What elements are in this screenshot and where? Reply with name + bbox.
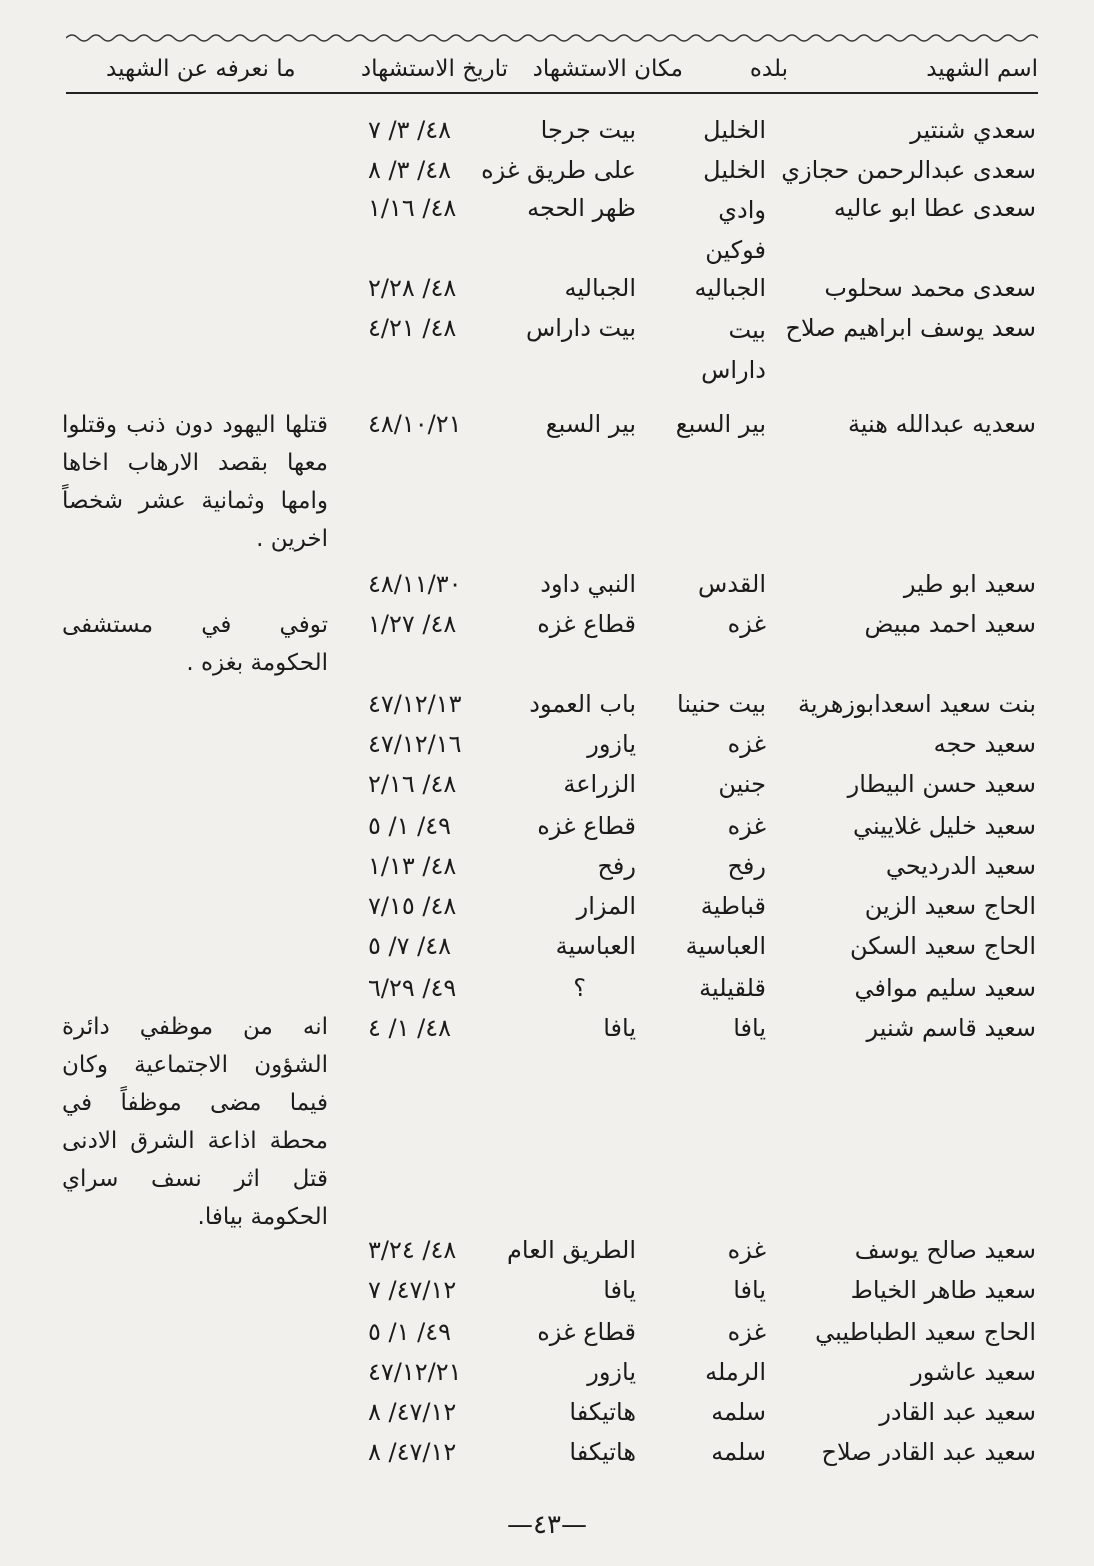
martyr-date: ٤٨/ ١/ ٤ xyxy=(368,1014,451,1042)
martyr-town: جنين xyxy=(718,770,766,798)
martyr-town: يافا xyxy=(733,1276,766,1304)
martyr-place: يافا xyxy=(603,1014,636,1042)
martyr-name: الحاج سعيد الطباطيبي xyxy=(815,1318,1036,1346)
martyr-town: بيت حنينا xyxy=(677,690,766,718)
martyr-name: سعدى عبدالرحمن حجازي xyxy=(781,156,1036,184)
header-notes: ما نعرفه عن الشهيد xyxy=(106,56,296,82)
martyr-date: ٤٧/١٢/٢١ xyxy=(368,1358,462,1386)
martyr-date: ٤٧/١٢/١٦ xyxy=(368,730,462,758)
martyr-place: قطاع غزه xyxy=(537,812,636,840)
martyr-town: قباطية xyxy=(700,892,766,920)
header-town: بلده xyxy=(749,56,788,82)
martyr-name: بنت سعيد اسعدابوزهرية xyxy=(797,690,1036,718)
martyr-name: سعيد حسن البيطار xyxy=(847,770,1036,798)
martyr-note: توفي في مستشفى الحكومة بغزه . xyxy=(62,612,328,676)
martyr-town: غزه xyxy=(727,1236,766,1264)
martyr-name: سعيد الدرديحي xyxy=(885,852,1036,880)
martyr-place: يازور xyxy=(587,730,636,758)
martyr-name: سعيد عبد القادر صلاح xyxy=(821,1438,1036,1466)
martyr-place: قطاع غزه xyxy=(537,610,636,638)
martyr-name: سعدى عطا ابو عاليه xyxy=(833,194,1036,222)
martyr-town: العباسية xyxy=(685,932,766,960)
martyr-town: قلقيلية xyxy=(699,974,766,1002)
martyr-date: ٤٨/ ٧/١٥ xyxy=(368,892,457,920)
table-header xyxy=(66,50,1038,90)
martyr-date: ٤٨/ ٤/٢١ xyxy=(368,314,457,342)
martyr-name: الحاج سعيد السكن xyxy=(850,932,1036,960)
martyr-town: سلمه xyxy=(711,1398,766,1426)
martyr-place: بير السبع xyxy=(545,410,636,438)
header-rule xyxy=(66,92,1038,94)
martyr-name: سعديه عبدالله هنية xyxy=(847,410,1036,438)
martyr-town: الرمله xyxy=(705,1358,766,1386)
martyr-name: سعدي شنتير xyxy=(910,116,1036,144)
page-number: —٤٣— xyxy=(507,1510,587,1540)
martyr-town: الخليل xyxy=(703,156,766,184)
martyr-place: الطريق العام xyxy=(507,1236,636,1264)
martyr-place: هاتيكفا xyxy=(569,1398,636,1426)
martyr-date: ٤٨/ ٣/٢٤ xyxy=(368,1236,457,1264)
martyr-date: ٤٨/ ٣/ ٨ xyxy=(368,156,451,184)
martyr-name: سعيد عاشور xyxy=(911,1358,1036,1386)
martyr-date: ٤٨/ ١/١٦ xyxy=(368,194,457,222)
martyr-place: النبي داود xyxy=(540,570,636,598)
martyr-name: سعد يوسف ابراهيم صلاح xyxy=(785,314,1036,342)
martyr-town: سلمه xyxy=(711,1438,766,1466)
martyr-place: المزار xyxy=(576,892,636,920)
martyr-date: ٤٧/١٢/١٣ xyxy=(368,690,462,718)
martyr-name: سعيد سليم موافي xyxy=(854,974,1036,1002)
martyr-town: غزه xyxy=(727,610,766,638)
martyr-name: سعيد قاسم شنير xyxy=(866,1014,1036,1042)
martyr-date: ٤٨/١١/٣٠ xyxy=(368,570,462,598)
martyr-note: قتلها اليهود دون ذنب وقتلوا معها بقصد الارهاب اخاها وامها وثمانية عشر شخصاً اخرين . xyxy=(62,412,328,552)
martyr-place: الزراعة xyxy=(563,770,636,798)
martyr-name: سعيد صالح يوسف xyxy=(854,1236,1036,1264)
martyr-place: الجباليه xyxy=(564,274,636,302)
martyr-place: يازور xyxy=(587,1358,636,1386)
decorative-wavy-rule xyxy=(66,30,1038,46)
martyr-place: بيت جرجا xyxy=(540,116,636,144)
martyr-date: ٤٧/١٢/ ٨ xyxy=(368,1438,457,1466)
martyr-place: العباسية xyxy=(555,932,636,960)
martyr-date: ٤٨/ ٢/١٦ xyxy=(368,770,457,798)
martyr-place: قطاع غزه xyxy=(537,1318,636,1346)
martyr-date: ٤٧/١٢/ ٨ xyxy=(368,1398,457,1426)
martyr-name: سعيد احمد مبيض xyxy=(864,610,1036,638)
martyr-date: ٤٨/ ٢/٢٨ xyxy=(368,274,457,302)
martyr-place: على طريق غزه xyxy=(481,156,636,184)
martyr-town: غزه xyxy=(727,812,766,840)
martyr-town: وادي فوكين xyxy=(705,196,766,264)
martyr-name: سعيد طاهر الخياط xyxy=(850,1276,1036,1304)
martyr-date: ٤٨/ ٧/ ٥ xyxy=(368,932,451,960)
martyr-name: سعيد حجه xyxy=(933,730,1036,758)
martyr-town: القدس xyxy=(697,570,766,598)
martyr-place: هاتيكفا xyxy=(569,1438,636,1466)
martyr-date: ٤٨/ ١/١٣ xyxy=(368,852,457,880)
martyr-date: ٤٧/١٢/ ٧ xyxy=(368,1276,457,1304)
martyr-date: ٤٩/ ١/ ٥ xyxy=(368,812,451,840)
martyr-date: ٤٨/ ٣/ ٧ xyxy=(368,116,451,144)
martyr-date: ٤٨/١٠/٢١ xyxy=(368,410,462,438)
martyr-town: بيت داراس xyxy=(701,316,766,384)
martyr-place: يافا xyxy=(603,1276,636,1304)
header-name: اسم الشهيد xyxy=(926,56,1038,82)
martyr-date: ٤٩/ ٦/٢٩ xyxy=(368,974,457,1002)
martyr-date: ٤٨/ ١/٢٧ xyxy=(368,610,457,638)
martyr-town: يافا xyxy=(733,1014,766,1042)
header-place: مكان الاستشهاد xyxy=(532,56,683,82)
martyr-name: سعيد ابو طير xyxy=(903,570,1036,598)
martyr-name: سعيد خليل غلاييني xyxy=(852,812,1036,840)
martyr-name: سعدى محمد سحلوب xyxy=(824,274,1036,302)
martyr-note: انه من موظفي دائرة الشؤون الاجتماعية وكان فيما مضى موظفاً في محطة اذاعة الشرق الادنى قتل اثر نسف سراي الحكومة بيافا. xyxy=(62,1014,328,1230)
martyr-town: رفح xyxy=(727,852,766,880)
martyr-town: غزه xyxy=(727,1318,766,1346)
martyr-town: غزه xyxy=(727,730,766,758)
martyr-place: ؟ xyxy=(573,974,586,1002)
martyr-town: بير السبع xyxy=(675,410,766,438)
martyr-town: الجباليه xyxy=(694,274,766,302)
martyr-place: باب العمود xyxy=(529,690,636,718)
martyr-place: ظهر الحجه xyxy=(527,194,636,222)
martyr-town: الخليل xyxy=(703,116,766,144)
martyr-name: الحاج سعيد الزين xyxy=(864,892,1036,920)
header-date: تاريخ الاستشهاد xyxy=(360,56,508,82)
martyr-place: رفح xyxy=(597,852,636,880)
martyr-place: بيت داراس xyxy=(525,314,636,342)
martyr-date: ٤٩/ ١/ ٥ xyxy=(368,1318,451,1346)
martyr-name: سعيد عبد القادر xyxy=(879,1398,1036,1426)
